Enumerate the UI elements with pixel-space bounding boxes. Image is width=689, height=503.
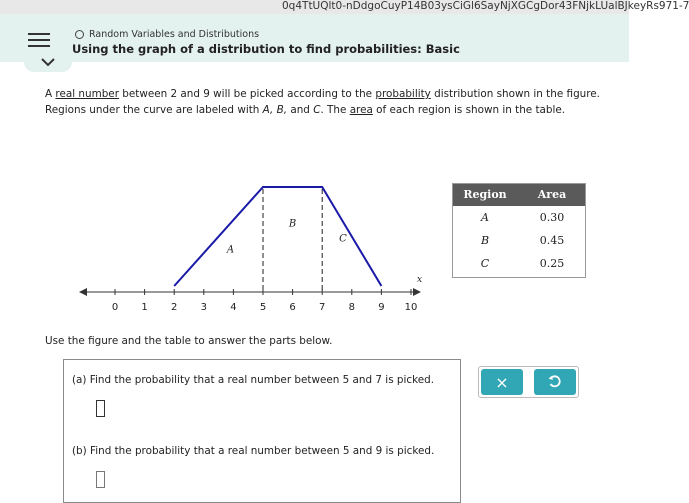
lesson-header xyxy=(0,14,629,62)
chevron-down-icon xyxy=(40,57,56,67)
region-cell: C xyxy=(480,257,490,270)
collapse-tab[interactable] xyxy=(24,54,72,72)
x-tick-label: 4 xyxy=(230,302,237,313)
area-cell: 0.45 xyxy=(539,234,565,247)
table-header-region: Region xyxy=(452,183,518,206)
region-cell: A xyxy=(481,211,489,224)
link-real-number[interactable]: real number xyxy=(55,88,119,100)
instruction-text: Use the figure and the table to answer the parts below. xyxy=(45,335,333,347)
hamburger-menu-icon[interactable] xyxy=(28,33,50,47)
lesson-title: Using the graph of a distribution to find probabilities: Basic xyxy=(72,42,460,56)
clear-button[interactable] xyxy=(481,369,523,395)
x-tick-label: 7 xyxy=(319,302,326,313)
area-cell: 0.25 xyxy=(539,257,565,270)
x-tick-label: 1 xyxy=(141,302,148,313)
link-probability[interactable]: probability xyxy=(375,88,431,100)
distribution-curve xyxy=(174,187,381,286)
part-b-prompt: (b) Find the probability that a real number between 5 and 9 is picked. xyxy=(72,445,435,457)
url-strip xyxy=(0,0,689,14)
table-row xyxy=(452,206,586,229)
x-axis-label: x xyxy=(417,275,423,285)
part-b-answer-input[interactable] xyxy=(96,471,105,488)
undo-button[interactable] xyxy=(534,369,576,395)
clear-x-icon: × xyxy=(495,372,509,392)
part-a-answer-input[interactable] xyxy=(96,400,105,417)
distribution-graph xyxy=(75,160,435,320)
area-table xyxy=(452,183,586,275)
topic-status-icon xyxy=(75,30,84,39)
x-tick-label: 6 xyxy=(289,302,296,313)
topic-name: Random Variables and Distributions xyxy=(89,29,260,40)
undo-icon xyxy=(548,375,562,389)
x-axis-left-arrow xyxy=(79,288,87,296)
topic-row xyxy=(75,29,259,40)
x-tick-label: 9 xyxy=(378,302,385,313)
area-cell: 0.30 xyxy=(539,211,565,224)
url-text: 0q4TtUQlt0-nDdgoCuyP14B03ysCiGl6SayNjXGCgDor43FNjkLUalBJkeyRs971-7 xyxy=(282,0,689,12)
region-cell: B xyxy=(480,234,490,247)
table-row xyxy=(452,229,586,252)
link-area[interactable]: area xyxy=(349,104,373,116)
question-text: A real number between 2 and 9 will be picked according to the probability distribution shown in the figure. Regions under the curve are labeled with A, B, and C. The area of each region is shown in the table. xyxy=(45,88,600,116)
part-a-prompt: (a) Find the probability that a real number between 5 and 7 is picked. xyxy=(72,374,435,386)
x-tick-label: 8 xyxy=(348,302,355,313)
x-tick-label: 3 xyxy=(200,302,207,313)
table-header-area: Area xyxy=(518,183,586,206)
region-label: C xyxy=(339,233,347,245)
x-tick-label: 0 xyxy=(111,302,119,313)
table-row xyxy=(452,252,586,275)
x-axis-right-arrow xyxy=(413,288,421,296)
region-label: B xyxy=(288,218,297,230)
region-label: A xyxy=(226,244,235,256)
x-tick-label: 5 xyxy=(259,302,267,313)
x-tick-label: 2 xyxy=(171,302,178,313)
x-tick-label: 10 xyxy=(404,302,418,313)
